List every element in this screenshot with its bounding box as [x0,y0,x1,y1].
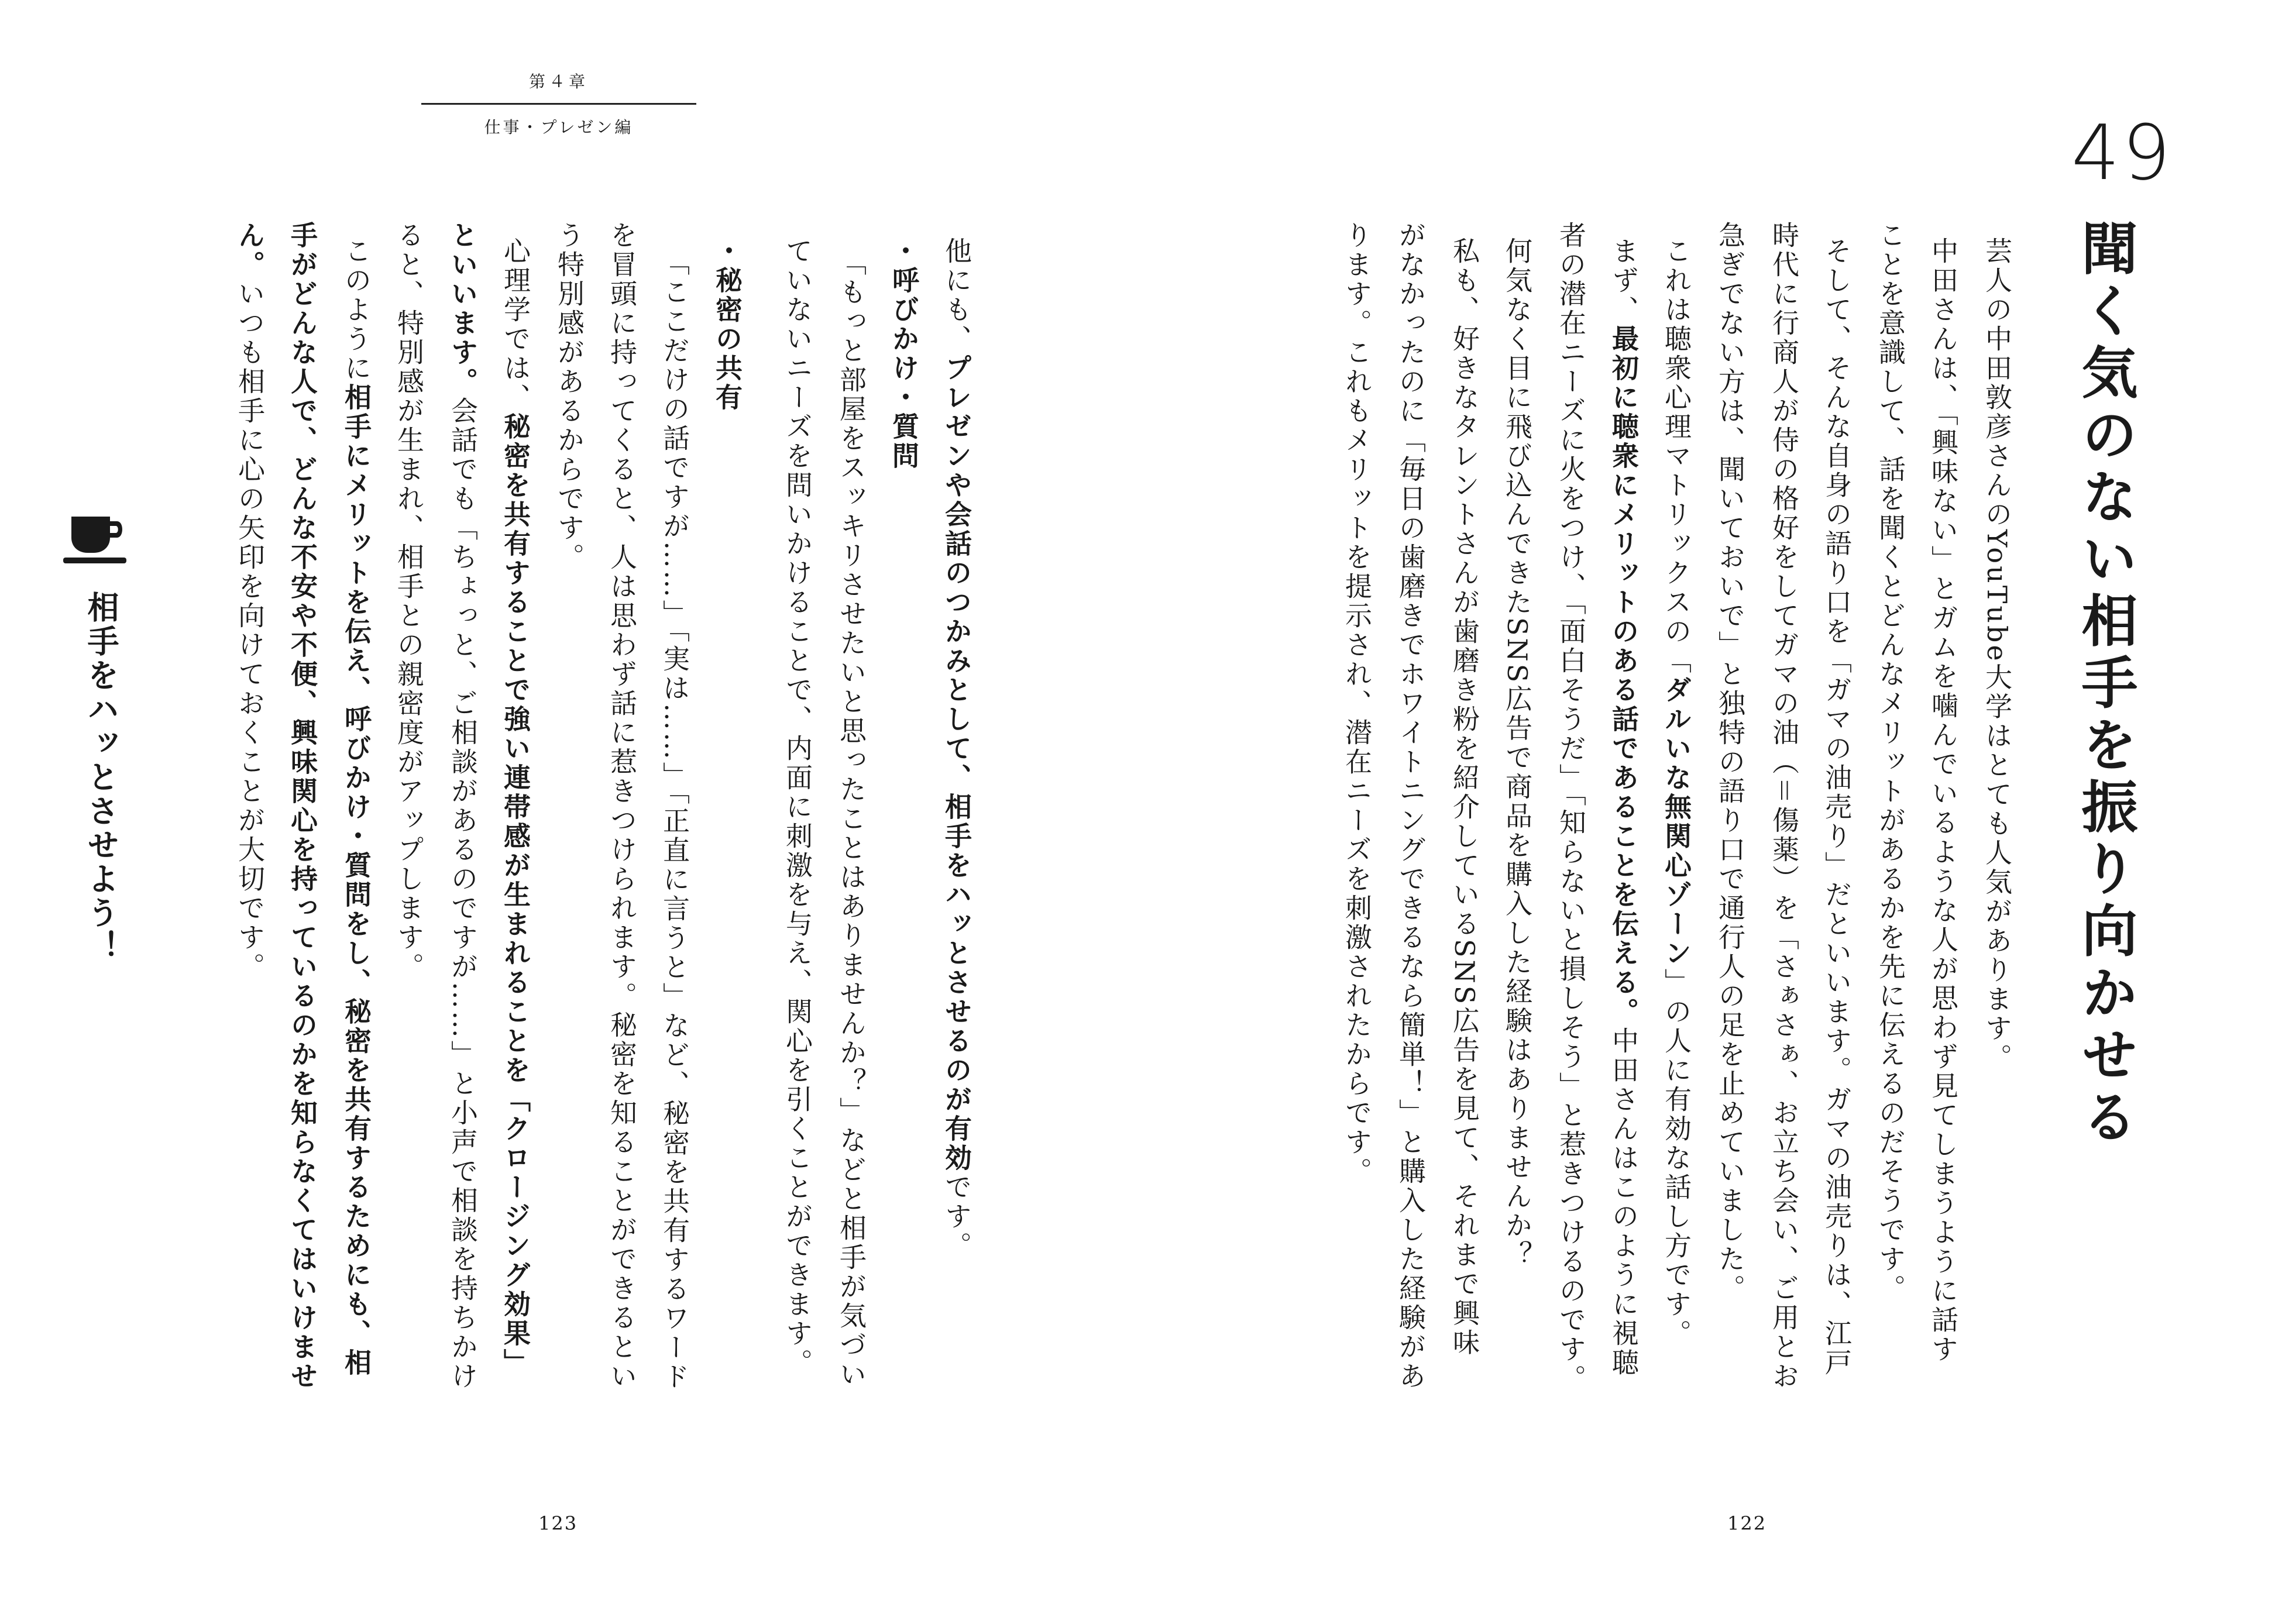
body-column: 中田さんは、「興味ない」とガムを噛んでいるような人が思わず見てしまうように話す [1927,237,1959,1364]
right-page [1141,0,2282,1624]
topic-number: 49 [2071,108,2173,197]
body-column: 芸人の中田敦彦さんのYouTube大学はとても人気があります。 [1981,237,2013,1073]
body-column: 私も、好きなタレントさんが歯磨き粉を紹介しているSNS広告を見て、それまで興味 [1449,237,1480,1358]
body-column: ことを意識して、話を聞くとどんなメリットがあるかを先に伝えるのだそうです。 [1875,221,1906,1303]
body-column: ていないニーズを問いかけることで、内面に刺激を与え、関心を引くことができます。 [782,237,813,1378]
body-column: まず、最初に聴衆にメリットのある話であることを伝える。中田さんはこのように視聴 [1608,237,1640,1378]
page-number: 123 [538,1512,578,1534]
body-column: これは聴衆心理マトリックスの「ダルいな無関心ゾーン」の人に有効な話し方です。 [1661,237,1692,1348]
chapter-subtitle: 仕事・プレゼン編 [484,118,634,137]
body-column: ります。これもメリットを提示され、潜在ニーズを刺激されたからです。 [1341,221,1373,1186]
tagline: 相手をハッとさせよう！ [83,591,119,964]
body-column: う特別感があるからです。 [554,221,585,572]
body-column: 心理学では、秘密を共有することで強い連帯感が生まれることを「クロージング効果」 [500,237,531,1378]
body-column: がなかったのに「毎日の歯磨きでホワイトニングできるなら簡単！」と購入した経験があ [1395,221,1427,1391]
body-column: ん。いつも相手に心の矢印を向けておくことが大切です。 [234,221,266,982]
body-column: 急ぎでない方は、聞いておいで」と独特の語り口で通行人の足を止めていました。 [1714,221,1746,1303]
body-column: 者の潜在ニーズに火をつけ、「面白そうだ」「知らないと損しそう」と惹きつけるのです。 [1555,221,1587,1394]
body-column: といいます。会話でも「ちょっと、ご相談があるのですが……」と小声で相談を持ちかけ [447,221,479,1391]
page-title: 聞く気のない相手を振り向かせる [2073,219,2138,1150]
body-column: 他にも、プレゼンや会話のつかみとして、相手をハッとさせるのが有効です。 [941,237,972,1261]
section-heading-secret: ・秘密の共有 [712,237,743,412]
body-column: 「もっと部屋をスッキリさせたいと思ったことはありませんか？」などと相手が気づい [836,249,867,1389]
body-column: 「ここだけの話ですが……」「実は……」「正直に言うと」など、秘密を共有するワード [659,249,690,1392]
body-column: 手がどんな人で、どんな不安や不便、興味関心を持っているのかを知らなくてはいけませ [287,221,318,1391]
body-column: 何気なく目に飛び込んできたSNS広告で商品を購入した経験はありませんか？ [1501,237,1533,1270]
section-heading-question: ・呼びかけ・質問 [888,237,920,471]
body-column: このように相手にメリットを伝え、呼びかけ・質問をし、秘密を共有するためにも、相 [341,237,372,1378]
body-column: 時代に行商人が侍の格好をしてガマの油（＝傷薬）を「さぁさぁ、お立ち会い、ご用とお [1768,221,1800,1391]
chapter-divider [421,103,696,105]
body-column: そして、そんな自身の語り口を「ガマの油売り」だといいます。ガマの油売りは、江戸 [1821,237,1853,1378]
page-number: 122 [1727,1512,1767,1534]
chapter-label: 第４章 [528,72,589,91]
coffee-cup-icon [63,512,129,565]
body-column: ると、特別感が生まれ、相手との親密度がアップします。 [393,221,425,982]
body-column: を冒頭に持ってくると、人は思わず話に惹きつけられます。秘密を知ることができるとい [606,221,638,1391]
